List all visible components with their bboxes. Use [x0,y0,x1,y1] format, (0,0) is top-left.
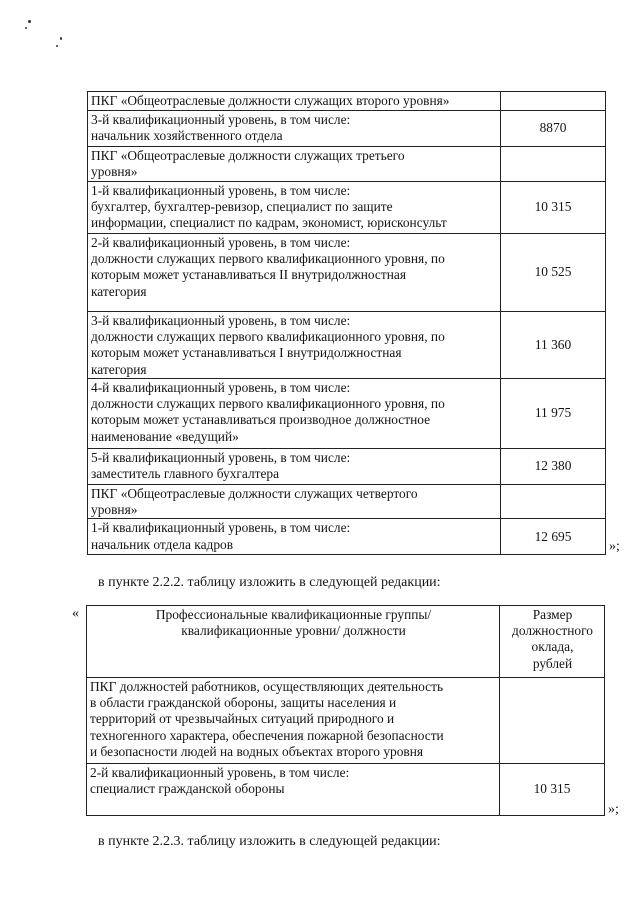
salary-cell [501,379,606,449]
instruction-paragraph: в пункте 2.2.2. таблицу изложить в следующей редакции: [98,575,441,590]
salary-cell [501,449,606,485]
salary-cell [501,147,606,182]
position-text: ПКГ должностей работников, осуществляющих деятельность в области гражданской обороны, защиты населения и территорий от чрезвычайных ситуаций природного и техногенного характера, обеспечения пожарной безопасности и безопасности людей на водных объектах второго уровня [90,679,444,759]
header-positions-text: Профессиональные квалификационные группы/ квалификационные уровни/ должности [155,607,432,639]
table-header-row [87,606,605,678]
position-cell [88,312,501,379]
position-cell [87,678,500,764]
salary-cell [501,182,606,234]
table-row [88,485,606,519]
salary-table-civil-defense [86,605,605,816]
position-text: ПКГ «Общеотраслевые должности служащих четвертого уровня» [91,486,418,518]
instruction-paragraph: в пункте 2.2.3. таблицу изложить в следующей редакции: [98,834,441,849]
table-row [87,764,605,816]
table-row [88,449,606,485]
scan-speck [25,27,27,29]
scan-speck [56,45,58,47]
table-row [88,312,606,379]
position-text: 2-й квалификационный уровень, в том числе: специалист гражданской обороны [90,765,350,797]
position-cell [88,449,501,485]
table-row [88,234,606,312]
salary-value: 10 525 [534,264,572,280]
table-row [88,147,606,182]
salary-cell [501,92,606,111]
position-text: 3-й квалификационный уровень, в том числе: должности служащих первого квалификационного уровня, по которым может устанавливаться I внутридолжностная категория [91,313,445,377]
salary-cell [501,312,606,379]
table-row [88,111,606,147]
table-row [88,92,606,111]
table-row [87,678,605,764]
salary-value: 11 360 [534,336,572,352]
salary-table-general-positions [87,91,606,555]
position-text: 2-й квалификационный уровень, в том числе: должности служащих первого квалификационного уровня, по которым может устанавливаться II внутридолжностная категория [91,235,445,299]
position-cell [88,147,501,182]
salary-cell [501,234,606,312]
position-text: ПКГ «Общеотраслевые должности служащих второго уровня» [91,93,450,108]
position-cell [88,234,501,312]
position-cell [88,111,501,147]
salary-value: 10 315 [533,781,571,797]
salary-value: 10 315 [534,199,572,215]
salary-cell [500,764,605,816]
position-text: 1-й квалификационный уровень, в том числе: начальник отдела кадров [91,520,351,552]
salary-value: 8870 [539,120,567,136]
salary-cell [501,485,606,519]
position-text: 4-й квалификационный уровень, в том числе: должности служащих первого квалификационного уровня, по которым может устанавливаться производное должностное наименование «ведущий» [91,380,445,444]
salary-cell [501,519,606,555]
position-text: 5-й квалификационный уровень, в том числе: заместитель главного бухгалтера [91,450,351,482]
salary-cell [500,678,605,764]
scan-speck [60,37,62,40]
table-row [88,182,606,234]
position-cell [88,519,501,555]
position-text: 3-й квалификационный уровень, в том числе: начальник хозяйственного отдела [91,112,351,144]
opening-quote-mark: « [72,606,79,621]
position-text: ПКГ «Общеотраслевые должности служащих третьего уровня» [91,148,405,180]
header-cell-positions [87,606,500,678]
header-cell-salary [500,606,605,678]
table-row [88,519,606,555]
closing-quote-mark: »; [608,802,619,817]
position-cell [88,182,501,234]
salary-value: 12 695 [534,528,572,544]
position-cell [87,764,500,816]
closing-quote-mark: »; [609,539,620,554]
position-cell [88,92,501,111]
table-row [88,379,606,449]
header-salary-text: Размер должностного оклада, рублей [512,607,593,671]
position-text: 1-й квалификационный уровень, в том числе: бухгалтер, бухгалтер-ревизор, специалист по защите информации, специалист по кадрам, экономист, юрисконсульт [91,183,447,231]
position-cell [88,379,501,449]
position-cell [88,485,501,519]
salary-value: 12 380 [534,458,572,474]
scan-speck [28,20,31,23]
salary-value: 11 975 [534,405,572,421]
salary-cell [501,111,606,147]
